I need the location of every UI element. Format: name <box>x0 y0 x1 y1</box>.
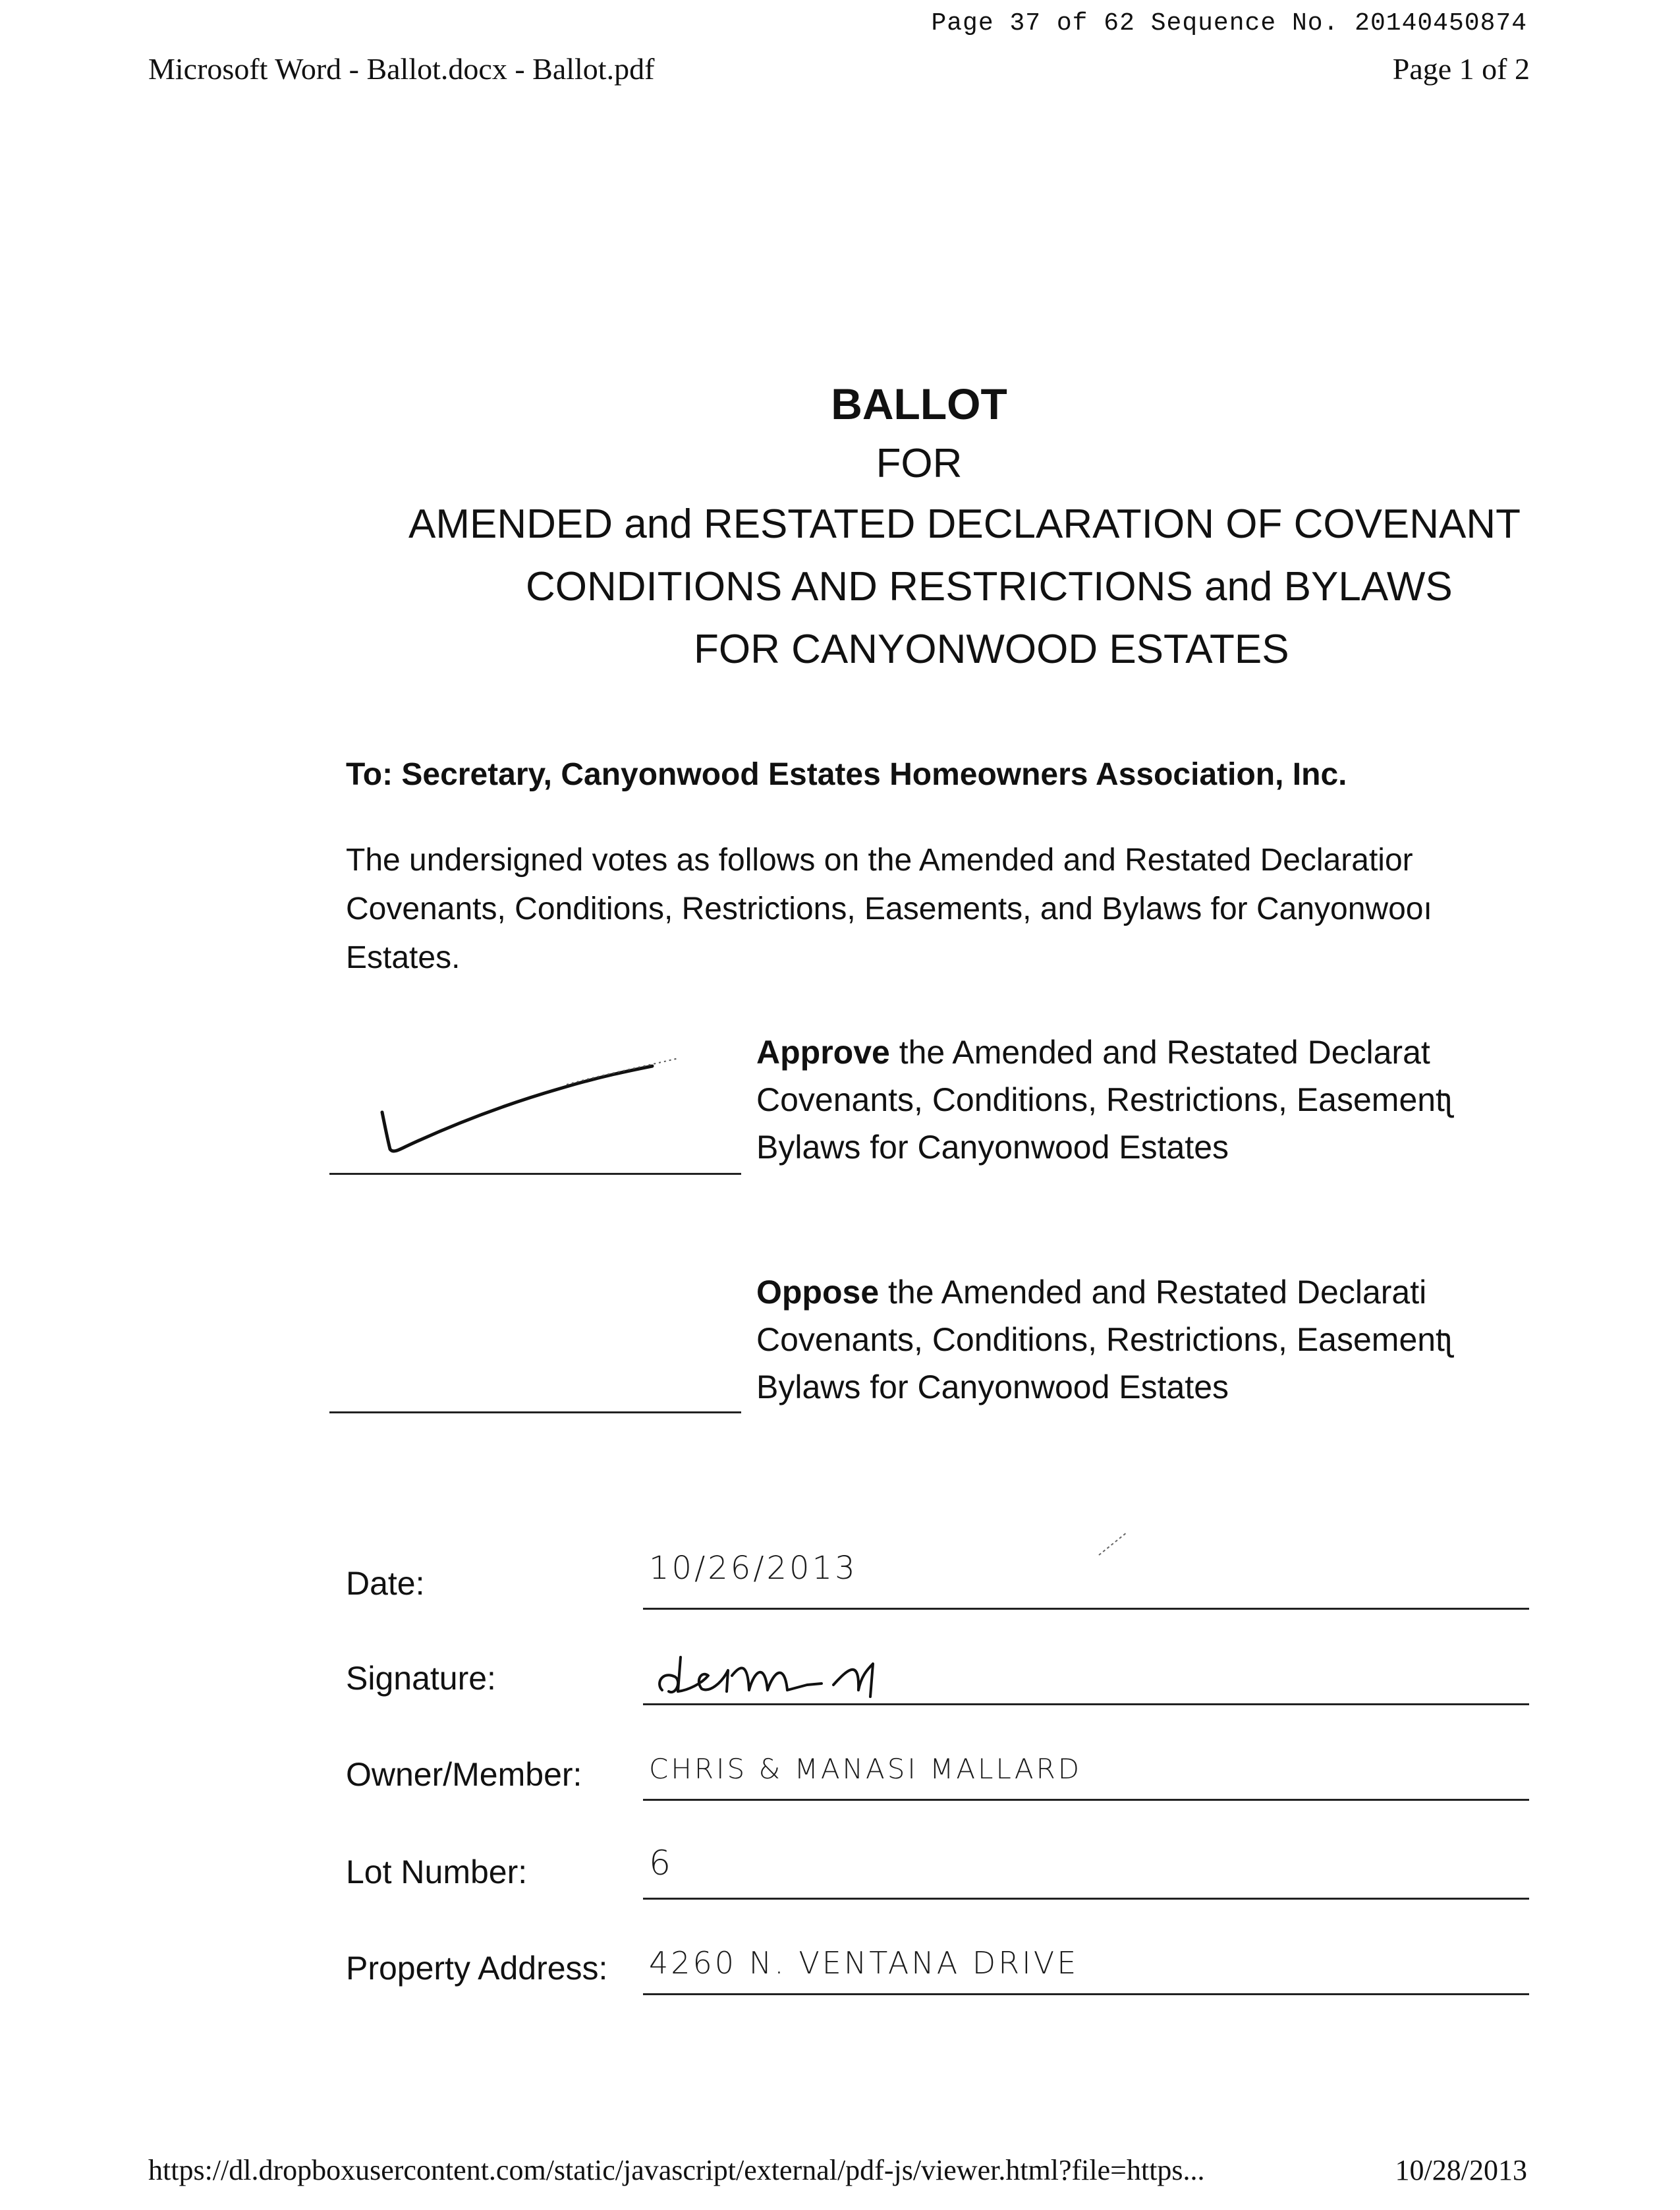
print-footer-url: https://dl.dropboxusercontent.com/static/javascript/external/pdf-js/viewer.html?file=https... <box>148 2154 1205 2186</box>
signature-label: Signature: <box>346 1660 496 1697</box>
print-header-title: Microsoft Word - Ballot.docx - Ballot.pdf <box>148 52 655 86</box>
date-field-line[interactable] <box>643 1608 1529 1610</box>
owner-member-value: CHRIS & MANASI MALLARD <box>649 1753 1082 1785</box>
lot-number-field-line[interactable] <box>643 1898 1529 1900</box>
oppose-keyword: Oppose <box>756 1274 880 1311</box>
intro-line: Estates. <box>346 940 461 975</box>
ballot-title-for: FOR <box>876 441 963 486</box>
ballot-title: BALLOT <box>831 380 1007 428</box>
signature-field-line[interactable] <box>643 1703 1529 1705</box>
intro-line: Covenants, Conditions, Restrictions, Easements, and Bylaws for Canyonwooı <box>346 892 1432 926</box>
intro-line: The undersigned votes as follows on the Amended and Restated Declaratior <box>346 843 1413 878</box>
print-header-page: Page 1 of 2 <box>1392 52 1530 86</box>
date-label: Date: <box>346 1565 425 1602</box>
oppose-vote-line[interactable] <box>329 1411 741 1413</box>
fax-sequence-header: Page 37 of 62 Sequence No. 20140450874 <box>931 9 1527 38</box>
approve-vote-line[interactable] <box>329 1173 741 1175</box>
ballot-subtitle-line1: AMENDED and RESTATED DECLARATION OF COVENANT <box>408 501 1521 547</box>
stray-mark <box>1094 1527 1133 1560</box>
approve-option-text <box>756 1033 1430 1071</box>
date-value: 10/26/2013 <box>649 1550 858 1587</box>
ballot-subtitle-line3: FOR CANYONWOOD ESTATES <box>694 627 1289 672</box>
oppose-text-rest: the Amended and Restated Declarati <box>879 1274 1427 1311</box>
approve-text-rest: the Amended and Restated Declarat <box>889 1034 1430 1071</box>
oppose-option-text: Covenants, Conditions, Restrictions, Easementʅ <box>756 1321 1453 1358</box>
oppose-option-text <box>756 1273 1426 1311</box>
approve-option-text: Bylaws for Canyonwood Estates <box>756 1129 1229 1166</box>
property-address-field-line[interactable] <box>643 1993 1529 1995</box>
approve-option-text: Covenants, Conditions, Restrictions, Easementʅ <box>756 1081 1453 1118</box>
property-address-label: Property Address: <box>346 1950 608 1987</box>
approve-keyword: Approve <box>756 1034 890 1071</box>
oppose-option-text: Bylaws for Canyonwood Estates <box>756 1369 1229 1405</box>
signature-image <box>649 1644 926 1710</box>
ballot-subtitle-line2: CONDITIONS AND RESTRICTIONS and BYLAWS <box>526 564 1453 609</box>
addressee-line: To: Secretary, Canyonwood Estates Homeowners Association, Inc. <box>346 757 1347 792</box>
approve-checkmark <box>369 1028 698 1173</box>
lot-number-label: Lot Number: <box>346 1854 528 1890</box>
lot-number-value: 6 <box>649 1844 674 1883</box>
owner-member-field-line[interactable] <box>643 1799 1529 1801</box>
print-footer-date: 10/28/2013 <box>1395 2154 1527 2186</box>
owner-member-label: Owner/Member: <box>346 1756 582 1793</box>
property-address-value: 4260 N. VENTANA DRIVE <box>649 1945 1079 1981</box>
